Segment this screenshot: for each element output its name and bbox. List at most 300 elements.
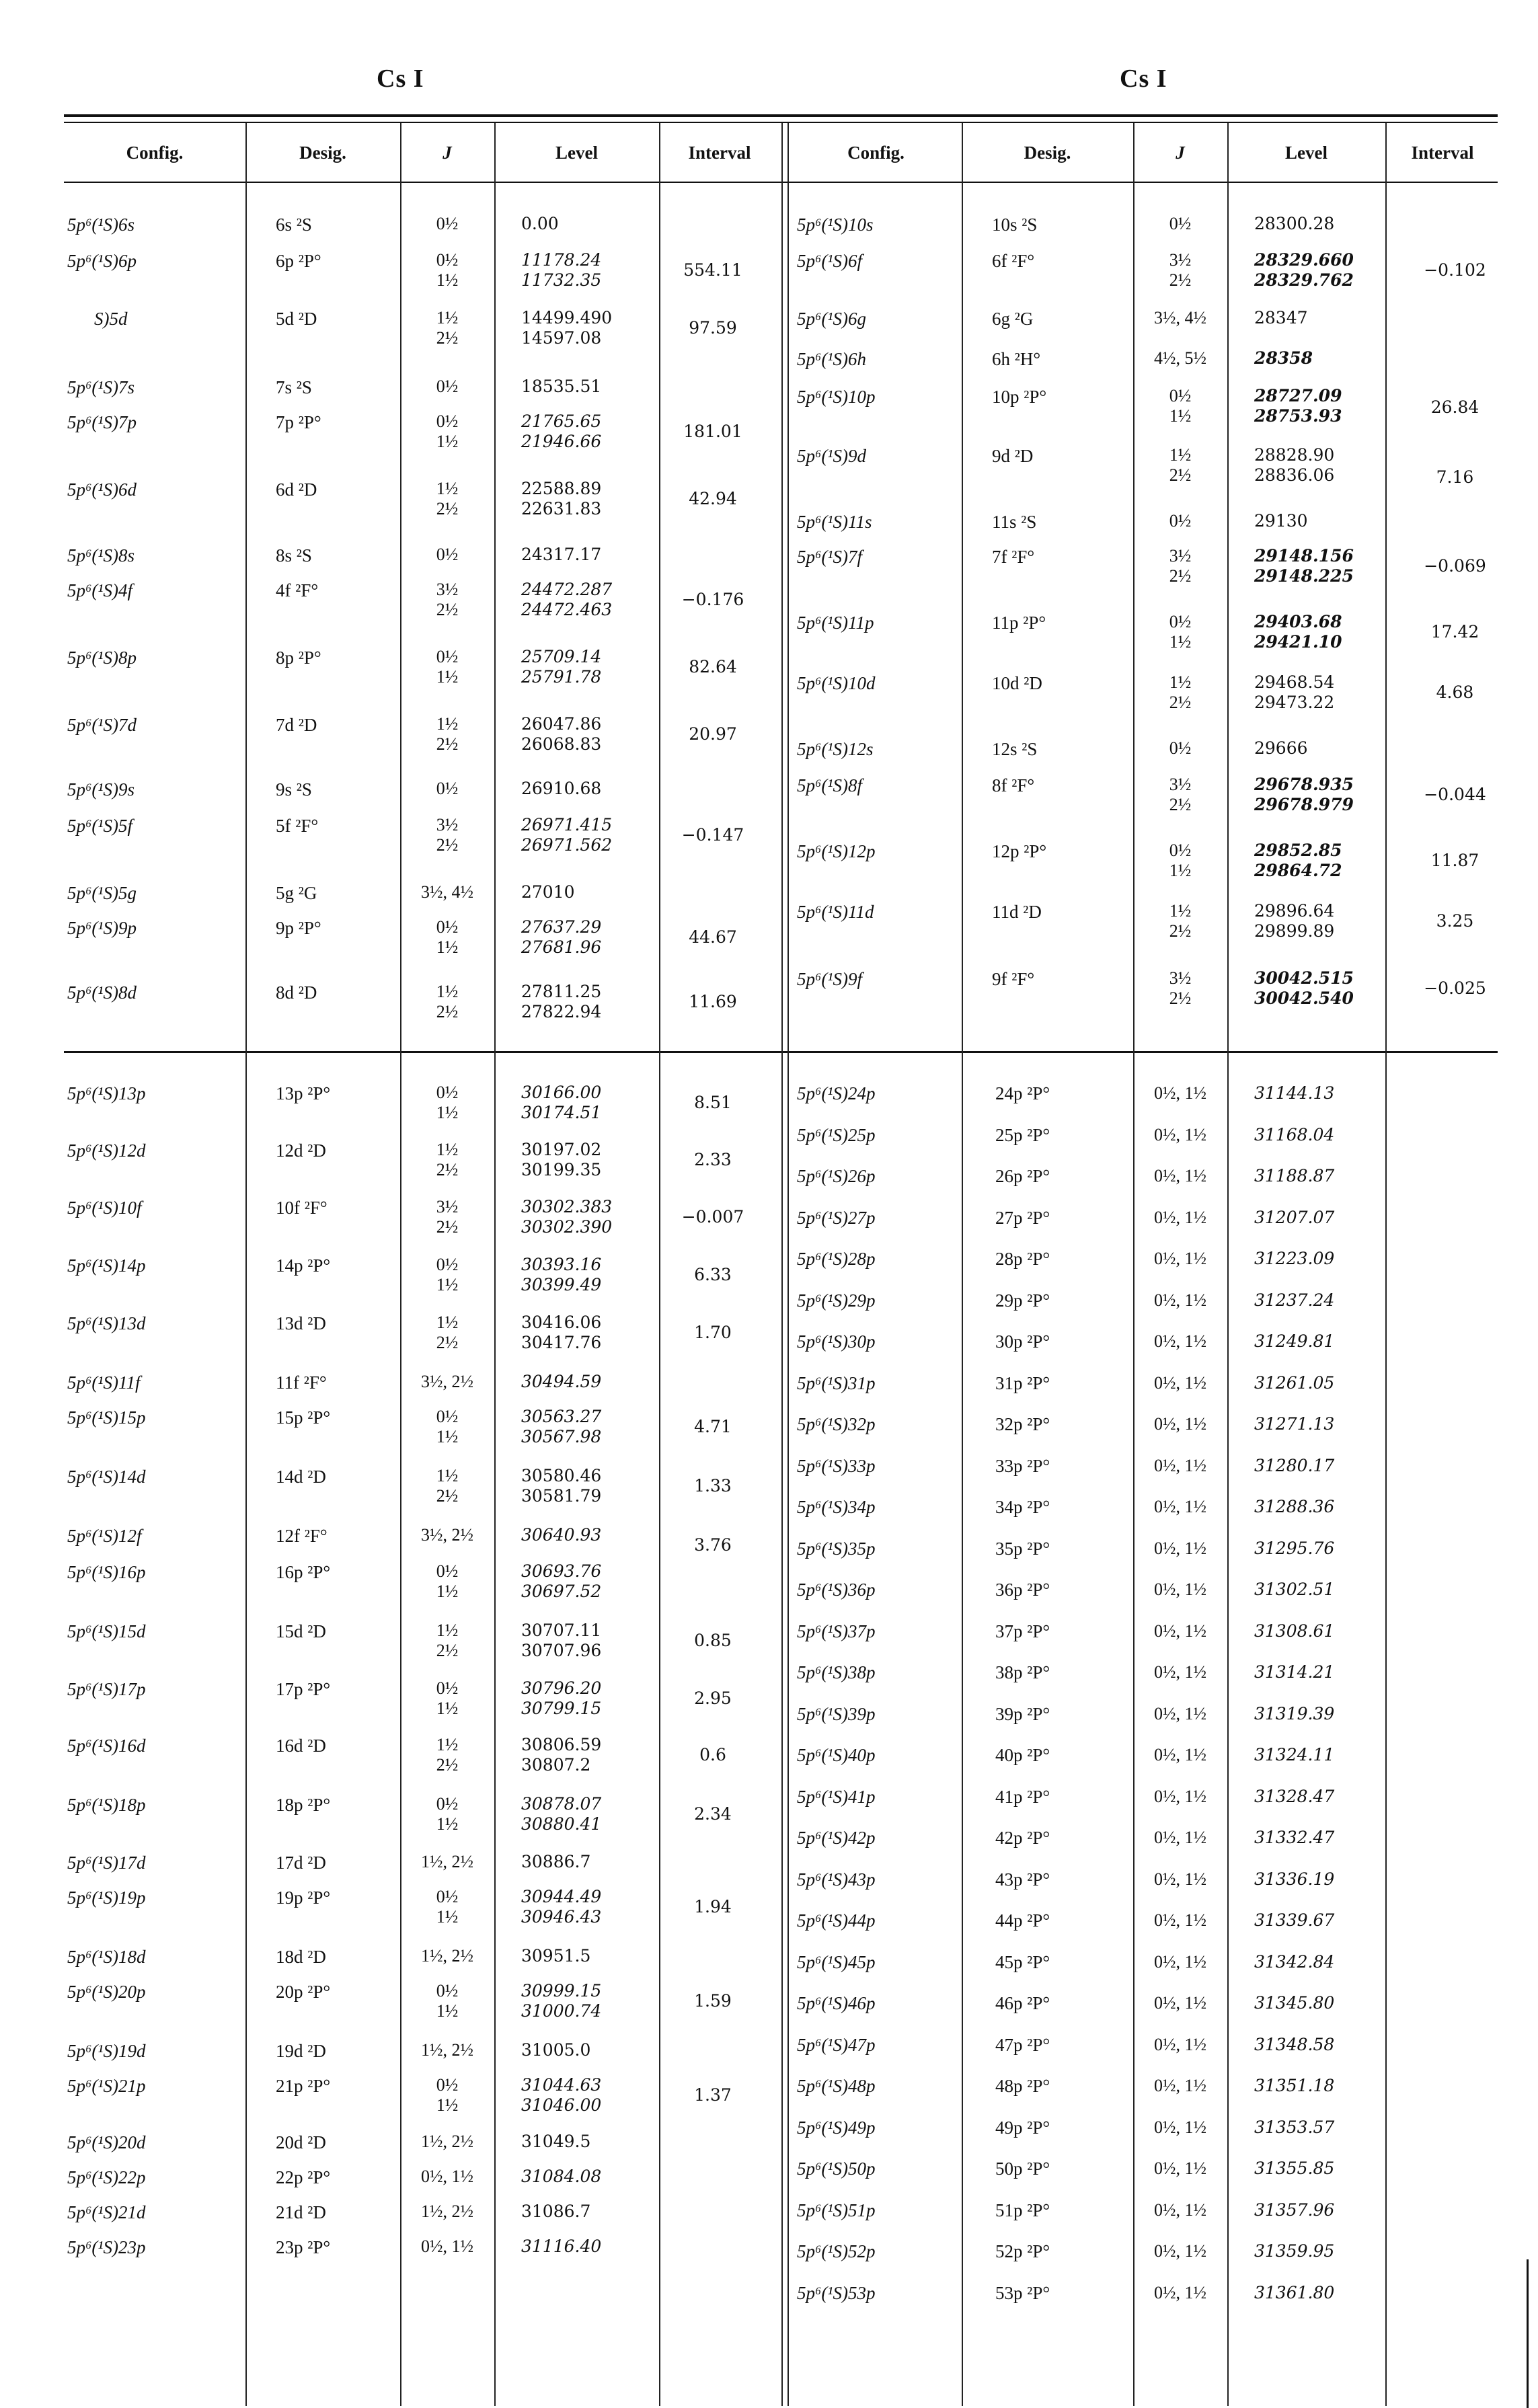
lower-left-designation-cell: 23p ²P° — [276, 2237, 331, 2257]
upper-right-level-cell: 29148.225 — [1254, 566, 1354, 586]
lower-left-config-cell: 5p⁶(¹S)15p — [67, 1407, 146, 1428]
lower-left-level-cell: 30880.41 — [521, 1814, 602, 1834]
lower-left-designation-cell: 20p ²P° — [276, 1982, 331, 2002]
lower-left-j-cell: 0½ — [436, 1981, 459, 2001]
upper-right-j-cell: 1½ — [1169, 406, 1192, 426]
upper-left-j-cell: 0½ — [436, 412, 459, 431]
upper-left-interval-cell: 181.01 — [683, 422, 742, 441]
lower-right-designation-cell: 46p ²P° — [995, 1993, 1050, 2013]
lower-left-level-cell: 30166.00 — [521, 1083, 602, 1102]
lower-right-config-cell: 5p⁶(¹S)45p — [797, 1952, 876, 1972]
lower-left-interval-cell: −0.007 — [681, 1207, 744, 1227]
lower-left-config-cell: 5p⁶(¹S)14p — [67, 1255, 146, 1276]
lower-right-level-cell: 31288.36 — [1254, 1497, 1335, 1516]
upper-right-level-cell: 29130 — [1254, 511, 1308, 531]
upper-right-j-cell: 0½ — [1169, 612, 1192, 631]
upper-right-level-cell: 29899.89 — [1254, 921, 1335, 941]
lower-right-level-cell: 31308.61 — [1254, 1621, 1335, 1641]
upper-left-designation-cell: 6d ²D — [276, 479, 317, 500]
lower-left-level-cell: 30693.76 — [521, 1561, 602, 1581]
lower-left-interval-cell: 0.6 — [699, 1745, 726, 1764]
lower-left-config-cell: 5p⁶(¹S)17p — [67, 1679, 146, 1699]
lower-right-level-cell: 31319.39 — [1254, 1704, 1335, 1723]
upper-left-config-cell: 5p⁶(¹S)7s — [67, 377, 134, 397]
upper-left-interval-cell: 42.94 — [689, 489, 737, 508]
upper-left-config-cell: 5p⁶(¹S)9s — [67, 779, 134, 800]
upper-left-interval-cell: 20.97 — [689, 724, 737, 744]
lower-left-interval-cell: 1.37 — [694, 2085, 732, 2105]
upper-left-config-cell: 5p⁶(¹S)5g — [67, 883, 137, 903]
lower-left-j-cell: 0½ — [436, 1083, 459, 1102]
lower-left-config-cell: 5p⁶(¹S)16d — [67, 1736, 146, 1756]
lower-left-interval-cell: 1.70 — [694, 1323, 732, 1342]
lower-left-config-cell: 5p⁶(¹S)14d — [67, 1467, 146, 1487]
upper-right-j-cell: 0½ — [1169, 386, 1192, 405]
lower-left-config-cell: 5p⁶(¹S)11f — [67, 1372, 141, 1393]
lower-left-level-cell: 30878.07 — [521, 1794, 602, 1814]
lower-left-designation-cell: 14p ²P° — [276, 1255, 331, 1276]
upper-right-config-cell: 5p⁶(¹S)6f — [797, 251, 862, 271]
lower-right-config-cell: 5p⁶(¹S)50p — [797, 2159, 876, 2179]
upper-left-level-cell: 0.00 — [521, 214, 559, 233]
lower-right-designation-cell: 25p ²P° — [995, 1125, 1050, 1145]
upper-right-j-cell: 2½ — [1169, 465, 1192, 485]
upper-right-j-cell: 3½ — [1169, 968, 1192, 988]
lower-right-config-cell: 5p⁶(¹S)35p — [797, 1539, 876, 1559]
upper-right-config-cell: 5p⁶(¹S)6g — [797, 309, 866, 329]
lower-right-config-cell: 5p⁶(¹S)39p — [797, 1704, 876, 1724]
lower-right-level-cell: 31351.18 — [1254, 2076, 1335, 2095]
lower-left-level-cell: 31049.5 — [521, 2132, 591, 2151]
lower-left-designation-cell: 18d ²D — [276, 1947, 326, 1967]
lower-left-j-cell: 2½ — [436, 1641, 459, 1660]
lower-right-j-cell: 0½, 1½ — [1154, 2159, 1206, 2178]
lower-right-level-cell: 31355.85 — [1254, 2159, 1335, 2178]
lower-left-designation-cell: 15d ²D — [276, 1621, 326, 1641]
upper-left-config-cell: 5p⁶(¹S)4f — [67, 580, 132, 600]
upper-left-interval-cell: −0.147 — [681, 825, 744, 845]
upper-right-config-cell: 5p⁶(¹S)11s — [797, 512, 872, 532]
upper-left-j-cell: 2½ — [436, 1002, 459, 1021]
upper-left-j-cell: 3½ — [436, 580, 459, 599]
upper-right-interval-cell: −0.044 — [1424, 785, 1486, 804]
lower-right-config-cell: 5p⁶(¹S)52p — [797, 2241, 876, 2261]
lower-left-interval-cell: 4.71 — [694, 1417, 732, 1436]
lower-right-level-cell: 31261.05 — [1254, 1373, 1335, 1393]
lower-left-level-cell: 31086.7 — [521, 2202, 591, 2221]
top-rule-thin — [64, 122, 1498, 123]
upper-left-level-cell: 27010 — [521, 882, 575, 902]
upper-left-config-cell: 5p⁶(¹S)9p — [67, 918, 137, 938]
upper-right-interval-cell: −0.102 — [1424, 260, 1486, 280]
lower-right-designation-cell: 32p ²P° — [995, 1414, 1050, 1434]
lower-left-j-cell: 1½, 2½ — [421, 2132, 473, 2151]
upper-right-level-cell: 28300.28 — [1254, 214, 1335, 233]
header-config-right: Config. — [847, 143, 905, 163]
lower-right-j-cell: 0½, 1½ — [1154, 1331, 1206, 1351]
upper-left-interval-cell: 11.69 — [689, 992, 737, 1011]
upper-left-config-cell: 5p⁶(¹S)5f — [67, 816, 132, 836]
lower-right-j-cell: 0½, 1½ — [1154, 1125, 1206, 1144]
upper-left-j-cell: 3½ — [436, 815, 459, 834]
lower-right-level-cell: 31188.87 — [1254, 1166, 1335, 1186]
upper-left-config-cell: 5p⁶(¹S)6s — [67, 215, 134, 235]
lower-left-j-cell: 2½ — [436, 1486, 459, 1506]
upper-right-config-cell: 5p⁶(¹S)10p — [797, 387, 876, 407]
lower-right-level-cell: 31223.09 — [1254, 1249, 1335, 1268]
upper-right-level-cell: 28329.762 — [1254, 270, 1354, 290]
lower-left-level-cell: 30563.27 — [521, 1407, 602, 1426]
lower-right-designation-cell: 28p ²P° — [995, 1249, 1050, 1269]
upper-left-designation-cell: 8d ²D — [276, 982, 317, 1003]
upper-left-j-cell: 2½ — [436, 499, 459, 518]
upper-right-designation-cell: 12s ²S — [992, 739, 1038, 759]
lower-left-j-cell: 3½, 2½ — [421, 1372, 473, 1391]
lower-left-config-cell: 5p⁶(¹S)12f — [67, 1526, 142, 1546]
lower-left-level-cell: 30417.76 — [521, 1333, 602, 1352]
lower-right-j-cell: 0½, 1½ — [1154, 1580, 1206, 1599]
lower-left-config-cell: 5p⁶(¹S)15d — [67, 1621, 146, 1641]
lower-left-level-cell: 31000.74 — [521, 2001, 602, 2021]
upper-right-interval-cell: −0.069 — [1424, 556, 1486, 576]
upper-left-j-cell: 0½ — [436, 214, 459, 233]
lower-left-designation-cell: 18p ²P° — [276, 1795, 331, 1815]
upper-left-level-cell: 26971.415 — [521, 815, 613, 834]
lower-left-level-cell: 31116.40 — [521, 2237, 602, 2256]
lower-right-config-cell: 5p⁶(¹S)40p — [797, 1745, 876, 1765]
upper-right-designation-cell: 11d ²D — [992, 902, 1042, 922]
lower-right-level-cell: 31332.47 — [1254, 1828, 1335, 1847]
lower-right-config-cell: 5p⁶(¹S)30p — [797, 1331, 876, 1352]
lower-right-designation-cell: 34p ²P° — [995, 1497, 1050, 1517]
upper-right-j-cell: 3½ — [1169, 250, 1192, 270]
lower-right-config-cell: 5p⁶(¹S)29p — [797, 1290, 876, 1311]
lower-right-config-cell: 5p⁶(¹S)47p — [797, 2035, 876, 2055]
lower-right-designation-cell: 38p ²P° — [995, 1662, 1050, 1682]
lower-right-j-cell: 0½, 1½ — [1154, 1414, 1206, 1434]
upper-right-j-cell: 0½ — [1169, 214, 1192, 233]
upper-left-j-cell: 2½ — [436, 328, 459, 348]
lower-right-j-cell: 0½, 1½ — [1154, 1208, 1206, 1227]
lower-left-j-cell: 3½, 2½ — [421, 1525, 473, 1545]
lower-right-designation-cell: 50p ²P° — [995, 2159, 1050, 2179]
right-table-title: Cs I — [1120, 65, 1167, 93]
top-rule — [64, 114, 1498, 117]
lower-right-designation-cell: 29p ²P° — [995, 1290, 1050, 1311]
upper-left-config-cell: 5p⁶(¹S)8s — [67, 545, 134, 566]
lower-left-level-cell: 31046.00 — [521, 2095, 602, 2115]
column-rule — [1385, 123, 1387, 2406]
upper-left-interval-cell: −0.176 — [681, 590, 744, 609]
lower-right-designation-cell: 31p ²P° — [995, 1373, 1050, 1393]
lower-left-interval-cell: 0.85 — [694, 1631, 732, 1650]
lower-right-j-cell: 0½, 1½ — [1154, 2200, 1206, 2220]
lower-left-j-cell: 1½ — [436, 1621, 459, 1640]
upper-left-j-cell: 2½ — [436, 734, 459, 754]
lower-left-j-cell: 1½ — [436, 2095, 459, 2115]
lower-right-level-cell: 31314.21 — [1254, 1662, 1335, 1682]
lower-left-designation-cell: 13d ²D — [276, 1313, 326, 1333]
upper-left-j-cell: 0½ — [436, 377, 459, 396]
lower-left-designation-cell: 13p ²P° — [276, 1083, 331, 1103]
lower-right-config-cell: 5p⁶(¹S)37p — [797, 1621, 876, 1641]
upper-left-designation-cell: 9p ²P° — [276, 918, 321, 938]
lower-left-level-cell: 30197.02 — [521, 1140, 602, 1159]
lower-left-level-cell: 30806.59 — [521, 1735, 602, 1754]
upper-left-config-cell: S)5d — [94, 309, 128, 329]
lower-left-config-cell: 5p⁶(¹S)19d — [67, 2041, 146, 2061]
upper-left-j-cell: 0½ — [436, 779, 459, 798]
lower-left-config-cell: 5p⁶(¹S)18d — [67, 1947, 146, 1967]
upper-right-designation-cell: 8f ²F° — [992, 775, 1035, 795]
left-table-title: Cs I — [377, 65, 424, 93]
lower-left-level-cell: 30393.16 — [521, 1255, 602, 1274]
upper-right-config-cell: 5p⁶(¹S)12s — [797, 739, 874, 759]
lower-left-j-cell: 0½ — [436, 2075, 459, 2095]
upper-right-designation-cell: 9d ²D — [992, 446, 1034, 466]
upper-right-designation-cell: 10p ²P° — [992, 387, 1047, 407]
upper-right-j-cell: 3½ — [1169, 775, 1192, 794]
upper-right-interval-cell: 17.42 — [1430, 622, 1479, 642]
upper-right-interval-cell: 3.25 — [1436, 911, 1474, 931]
upper-right-designation-cell: 6f ²F° — [992, 251, 1035, 271]
lower-left-config-cell: 5p⁶(¹S)13d — [67, 1313, 146, 1333]
upper-right-j-cell: 2½ — [1169, 566, 1192, 586]
lower-left-j-cell: 1½ — [436, 1466, 459, 1485]
upper-right-j-cell: 0½ — [1169, 511, 1192, 531]
upper-right-j-cell: 2½ — [1169, 693, 1192, 712]
lower-left-designation-cell: 19d ²D — [276, 2041, 326, 2061]
lower-left-level-cell: 30707.11 — [521, 1621, 602, 1640]
lower-right-level-cell: 31345.80 — [1254, 1993, 1335, 2013]
upper-left-designation-cell: 5g ²G — [276, 883, 317, 903]
upper-right-config-cell: 5p⁶(¹S)10d — [797, 673, 876, 693]
lower-right-designation-cell: 41p ²P° — [995, 1787, 1050, 1807]
lower-left-j-cell: 1½ — [436, 1814, 459, 1834]
upper-left-j-cell: 3½, 4½ — [421, 882, 473, 902]
upper-left-level-cell: 14597.08 — [521, 328, 602, 348]
lower-left-level-cell: 30946.43 — [521, 1907, 602, 1927]
lower-left-j-cell: 1½ — [436, 1103, 459, 1122]
lower-left-j-cell: 1½, 2½ — [421, 1852, 473, 1871]
lower-left-level-cell: 30302.383 — [521, 1197, 613, 1216]
lower-right-level-cell: 31168.04 — [1254, 1125, 1335, 1144]
upper-left-config-cell: 5p⁶(¹S)6d — [67, 479, 137, 500]
lower-right-level-cell: 31280.17 — [1254, 1456, 1335, 1475]
lower-left-j-cell: 2½ — [436, 1160, 459, 1179]
upper-left-level-cell: 26068.83 — [521, 734, 602, 754]
upper-right-config-cell: 5p⁶(¹S)9f — [797, 969, 862, 989]
upper-right-j-cell: 1½ — [1169, 632, 1192, 652]
lower-left-j-cell: 1½ — [436, 2001, 459, 2021]
upper-right-interval-cell: 11.87 — [1430, 851, 1479, 870]
lower-left-interval-cell: 1.33 — [694, 1476, 732, 1496]
upper-right-level-cell: 28329.660 — [1254, 250, 1354, 270]
lower-left-j-cell: 0½ — [436, 1561, 459, 1581]
lower-left-interval-cell: 1.94 — [694, 1897, 732, 1916]
upper-left-designation-cell: 8p ²P° — [276, 648, 321, 668]
lower-right-j-cell: 0½, 1½ — [1154, 1704, 1206, 1723]
upper-right-designation-cell: 7f ²F° — [992, 547, 1035, 567]
lower-right-designation-cell: 26p ²P° — [995, 1166, 1050, 1186]
lower-right-j-cell: 0½, 1½ — [1154, 1910, 1206, 1930]
lower-right-designation-cell: 35p ²P° — [995, 1539, 1050, 1559]
column-rule — [1227, 123, 1229, 2406]
upper-left-designation-cell: 7d ²D — [276, 715, 317, 735]
upper-right-config-cell: 5p⁶(¹S)11d — [797, 902, 874, 922]
lower-right-config-cell: 5p⁶(¹S)34p — [797, 1497, 876, 1517]
header-rule — [64, 182, 1498, 183]
upper-left-config-cell: 5p⁶(¹S)7d — [67, 715, 137, 735]
lower-right-designation-cell: 40p ²P° — [995, 1745, 1050, 1765]
lower-left-designation-cell: 17d ²D — [276, 1853, 326, 1873]
lower-right-designation-cell: 51p ²P° — [995, 2200, 1050, 2220]
lower-left-designation-cell: 11f ²F° — [276, 1372, 327, 1393]
lower-left-designation-cell: 17p ²P° — [276, 1679, 331, 1699]
lower-left-j-cell: 1½ — [436, 1427, 459, 1446]
upper-right-config-cell: 5p⁶(¹S)8f — [797, 775, 862, 795]
lower-right-level-cell: 31302.51 — [1254, 1580, 1335, 1599]
upper-left-designation-cell: 7p ²P° — [276, 412, 321, 432]
lower-right-config-cell: 5p⁶(¹S)53p — [797, 2283, 876, 2303]
lower-left-level-cell: 31084.08 — [521, 2167, 602, 2186]
lower-left-level-cell: 30174.51 — [521, 1103, 602, 1122]
lower-left-level-cell: 30494.59 — [521, 1372, 602, 1391]
lower-left-config-cell: 5p⁶(¹S)23p — [67, 2237, 146, 2257]
lower-left-level-cell: 30796.20 — [521, 1678, 602, 1698]
lower-left-config-cell: 5p⁶(¹S)13p — [67, 1083, 146, 1103]
lower-right-designation-cell: 45p ²P° — [995, 1952, 1050, 1972]
lower-left-j-cell: 1½ — [436, 1313, 459, 1332]
upper-left-j-cell: 1½ — [436, 937, 459, 957]
lower-right-level-cell: 31328.47 — [1254, 1787, 1335, 1806]
lower-left-config-cell: 5p⁶(¹S)19p — [67, 1888, 146, 1908]
upper-left-j-cell: 1½ — [436, 432, 459, 451]
edge-mark — [1527, 2259, 1529, 2408]
lower-left-interval-cell: 3.76 — [694, 1535, 732, 1555]
upper-right-j-cell: 1½ — [1169, 672, 1192, 692]
center-double-rule — [781, 123, 789, 2406]
lower-right-j-cell: 0½, 1½ — [1154, 1456, 1206, 1475]
upper-right-level-cell: 29468.54 — [1254, 672, 1335, 692]
upper-right-interval-cell: 4.68 — [1436, 683, 1474, 702]
upper-right-j-cell: 2½ — [1169, 988, 1192, 1008]
lower-right-designation-cell: 43p ²P° — [995, 1869, 1050, 1890]
lower-right-config-cell: 5p⁶(¹S)48p — [797, 2076, 876, 2096]
column-rule — [245, 123, 247, 2406]
lower-left-level-cell: 31005.0 — [521, 2040, 591, 2060]
upper-right-level-cell: 29421.10 — [1254, 632, 1342, 652]
upper-left-level-cell: 18535.51 — [521, 377, 602, 396]
lower-left-j-cell: 1½, 2½ — [421, 1946, 473, 1966]
upper-left-designation-cell: 8s ²S — [276, 545, 312, 566]
upper-left-level-cell: 27681.96 — [521, 937, 602, 957]
upper-right-designation-cell: 10s ²S — [992, 215, 1038, 235]
upper-right-level-cell: 29403.68 — [1254, 612, 1342, 631]
lower-right-level-cell: 31144.13 — [1254, 1083, 1335, 1103]
upper-right-designation-cell: 12p ²P° — [992, 841, 1047, 861]
lower-left-j-cell: 1½ — [436, 1140, 459, 1159]
lower-left-config-cell: 5p⁶(¹S)16p — [67, 1562, 146, 1582]
lower-left-level-cell: 30399.49 — [521, 1275, 602, 1294]
upper-left-level-cell: 22631.83 — [521, 499, 602, 518]
lower-left-level-cell: 30640.93 — [521, 1525, 602, 1545]
lower-left-config-cell: 5p⁶(¹S)17d — [67, 1853, 146, 1873]
lower-right-j-cell: 0½, 1½ — [1154, 2241, 1206, 2261]
lower-right-config-cell: 5p⁶(¹S)28p — [797, 1249, 876, 1269]
lower-right-j-cell: 0½, 1½ — [1154, 2283, 1206, 2302]
lower-right-j-cell: 0½, 1½ — [1154, 1083, 1206, 1103]
lower-left-j-cell: 1½ — [436, 1582, 459, 1601]
lower-left-level-cell: 30567.98 — [521, 1427, 602, 1446]
lower-right-j-cell: 0½, 1½ — [1154, 1497, 1206, 1516]
upper-right-j-cell: 1½ — [1169, 901, 1192, 921]
lower-left-level-cell: 30199.35 — [521, 1160, 602, 1179]
lower-right-designation-cell: 49p ²P° — [995, 2118, 1050, 2138]
upper-right-j-cell: 4½, 5½ — [1154, 348, 1206, 368]
upper-right-j-cell: 1½ — [1169, 445, 1192, 465]
lower-right-level-cell: 31324.11 — [1254, 1745, 1335, 1764]
upper-right-level-cell: 28727.09 — [1254, 386, 1342, 405]
upper-left-j-cell: 0½ — [436, 917, 459, 937]
lower-right-j-cell: 0½, 1½ — [1154, 1828, 1206, 1847]
lower-right-designation-cell: 27p ²P° — [995, 1208, 1050, 1228]
lower-left-level-cell: 30807.2 — [521, 1755, 591, 1775]
upper-left-interval-cell: 554.11 — [683, 260, 742, 280]
lower-left-level-cell: 30416.06 — [521, 1313, 602, 1332]
lower-left-interval-cell: 2.95 — [694, 1688, 732, 1708]
lower-left-config-cell: 5p⁶(¹S)21d — [67, 2202, 146, 2222]
upper-left-j-cell: 0½ — [436, 545, 459, 564]
header-j-right: J — [1176, 143, 1185, 163]
upper-left-j-cell: 2½ — [436, 600, 459, 619]
lower-left-j-cell: 1½, 2½ — [421, 2040, 473, 2060]
lower-right-level-cell: 31207.07 — [1254, 1208, 1335, 1227]
lower-right-config-cell: 5p⁶(¹S)46p — [797, 1993, 876, 2013]
upper-right-designation-cell: 6g ²G — [992, 309, 1034, 329]
lower-right-designation-cell: 39p ²P° — [995, 1704, 1050, 1724]
lower-left-config-cell: 5p⁶(¹S)21p — [67, 2076, 146, 2096]
header-interval-left: Interval — [688, 143, 751, 163]
lower-left-designation-cell: 12d ²D — [276, 1140, 326, 1161]
lower-left-config-cell: 5p⁶(¹S)20d — [67, 2132, 146, 2152]
upper-right-config-cell: 5p⁶(¹S)10s — [797, 215, 874, 235]
upper-left-level-cell: 25791.78 — [521, 667, 602, 687]
upper-right-level-cell: 28828.90 — [1254, 445, 1335, 465]
lower-left-level-cell: 30581.79 — [521, 1486, 602, 1506]
upper-left-level-cell: 25709.14 — [521, 647, 602, 666]
upper-right-j-cell: 2½ — [1169, 921, 1192, 941]
lower-right-designation-cell: 37p ²P° — [995, 1621, 1050, 1641]
lower-left-designation-cell: 20d ²D — [276, 2132, 326, 2152]
lower-left-interval-cell: 2.34 — [694, 1804, 732, 1824]
lower-right-level-cell: 31357.96 — [1254, 2200, 1335, 2220]
lower-left-j-cell: 0½, 1½ — [421, 2167, 473, 2186]
upper-left-level-cell: 26910.68 — [521, 779, 602, 798]
lower-left-designation-cell: 16d ²D — [276, 1736, 326, 1756]
lower-left-config-cell: 5p⁶(¹S)12d — [67, 1140, 146, 1161]
lower-right-config-cell: 5p⁶(¹S)51p — [797, 2200, 876, 2220]
lower-right-j-cell: 0½, 1½ — [1154, 1290, 1206, 1310]
lower-right-designation-cell: 33p ²P° — [995, 1456, 1050, 1476]
lower-left-level-cell: 30580.46 — [521, 1466, 602, 1485]
lower-right-level-cell: 31295.76 — [1254, 1539, 1335, 1558]
upper-right-j-cell: 3½, 4½ — [1154, 308, 1206, 327]
lower-left-j-cell: 1½ — [436, 1275, 459, 1294]
lower-left-level-cell: 30951.5 — [521, 1946, 591, 1966]
upper-left-designation-cell: 4f ²F° — [276, 580, 319, 600]
upper-left-designation-cell: 9s ²S — [276, 779, 312, 800]
